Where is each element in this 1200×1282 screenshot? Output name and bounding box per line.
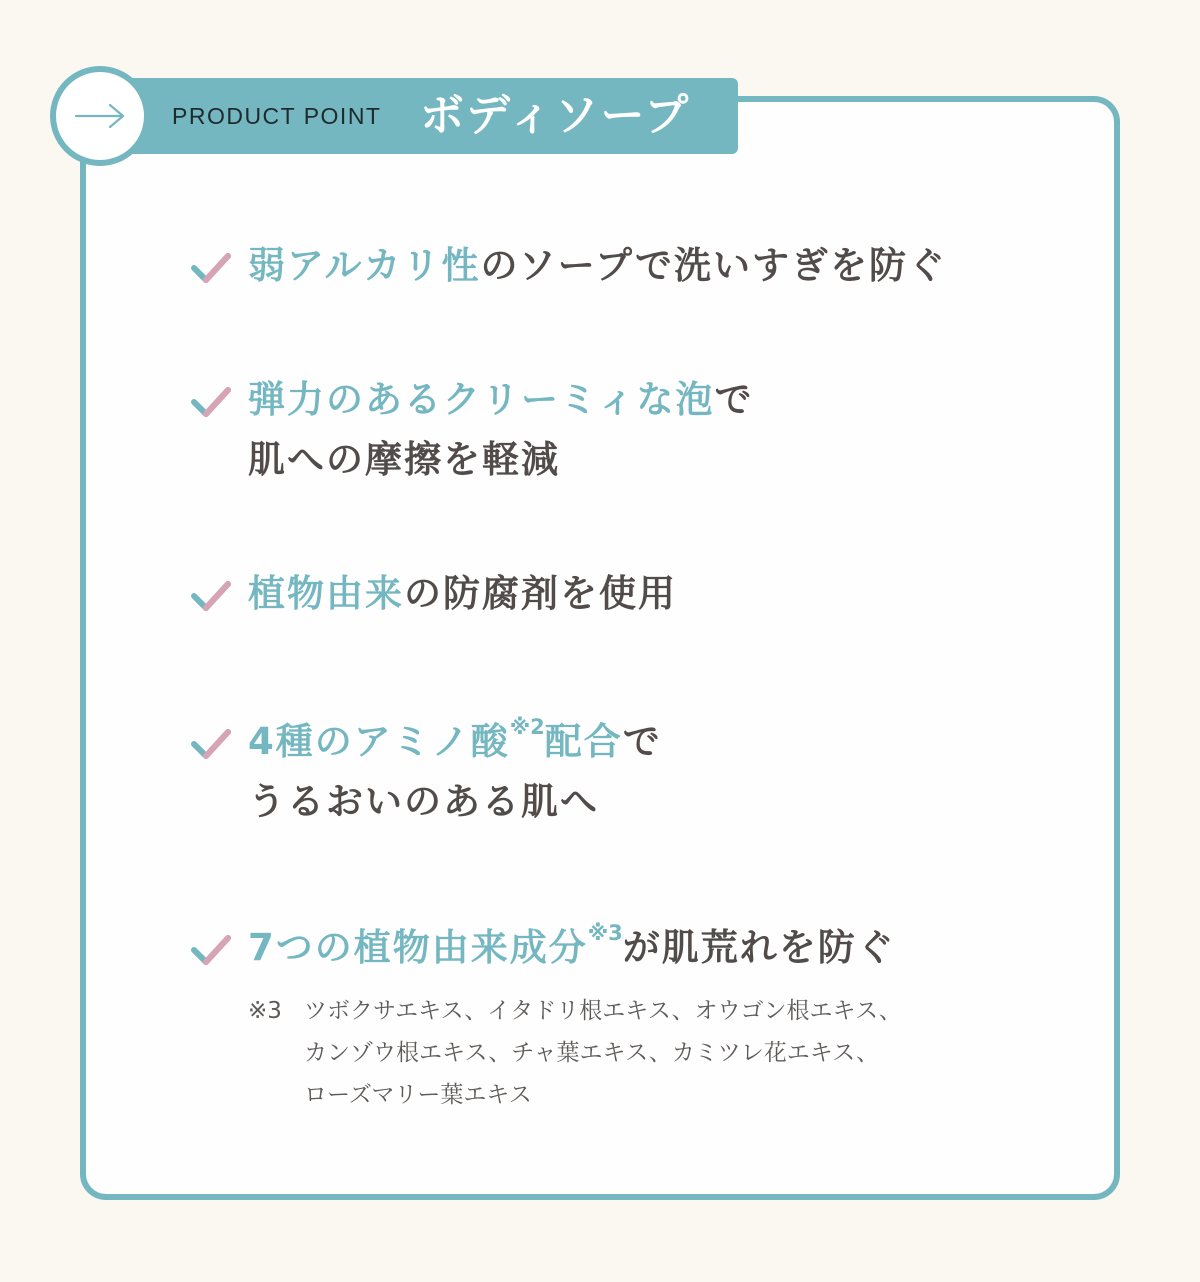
- point-rest: で: [714, 378, 754, 421]
- footnote-line: ツボクサエキス、イタドリ根エキス、オウゴン根エキス、: [304, 998, 902, 1024]
- footnote: [248, 990, 1048, 1116]
- point-rest: の防腐剤を使用: [404, 572, 677, 615]
- check-icon: [190, 578, 232, 614]
- point-text: [248, 370, 1068, 490]
- point-text: [248, 918, 1068, 978]
- point-highlight: 4種のアミノ酸: [248, 720, 510, 763]
- footnote-line: ローズマリー葉エキス: [304, 1082, 532, 1108]
- header-title: ボディソープ: [420, 90, 691, 141]
- point-text: [248, 564, 1068, 624]
- point-line: [248, 564, 1068, 624]
- point-line: [248, 712, 1068, 772]
- point-rest: が肌荒れを防ぐ: [622, 926, 896, 969]
- arrow-right-icon: [74, 102, 126, 130]
- point-highlight: 7つの植物由来成分: [248, 926, 588, 969]
- header-subtitle: PRODUCT POINT: [172, 103, 382, 129]
- point-highlight: 弾力のあるクリーミィな泡: [248, 378, 715, 421]
- point-line-2: 肌への摩擦を軽減: [248, 438, 560, 481]
- check-icon: [190, 250, 232, 286]
- point-highlight-2: 配合: [544, 720, 623, 763]
- check-icon: [190, 932, 232, 968]
- point-text: [248, 236, 1068, 296]
- point-line: [248, 918, 1068, 978]
- point-highlight: 弱アルカリ性: [248, 244, 481, 287]
- footnote-mark: ※2: [509, 715, 545, 739]
- check-icon: [190, 726, 232, 762]
- point-highlight: 植物由来: [248, 572, 404, 615]
- point-rest: のソープで洗いすぎを防ぐ: [480, 244, 948, 287]
- check-icon: [190, 384, 232, 420]
- point-text: [248, 712, 1068, 832]
- arrow-circle: [50, 66, 150, 166]
- footnote-mark-label: ※3: [248, 998, 282, 1024]
- footnote-mark: ※3: [587, 921, 623, 945]
- point-line: [248, 236, 1068, 296]
- footnote-line: カンゾウ根エキス、チャ葉エキス、カミツレ花エキス、: [304, 1040, 879, 1066]
- point-rest: で: [622, 720, 662, 763]
- point-line-2: うるおいのある肌へ: [248, 780, 599, 823]
- point-line: [248, 370, 1068, 430]
